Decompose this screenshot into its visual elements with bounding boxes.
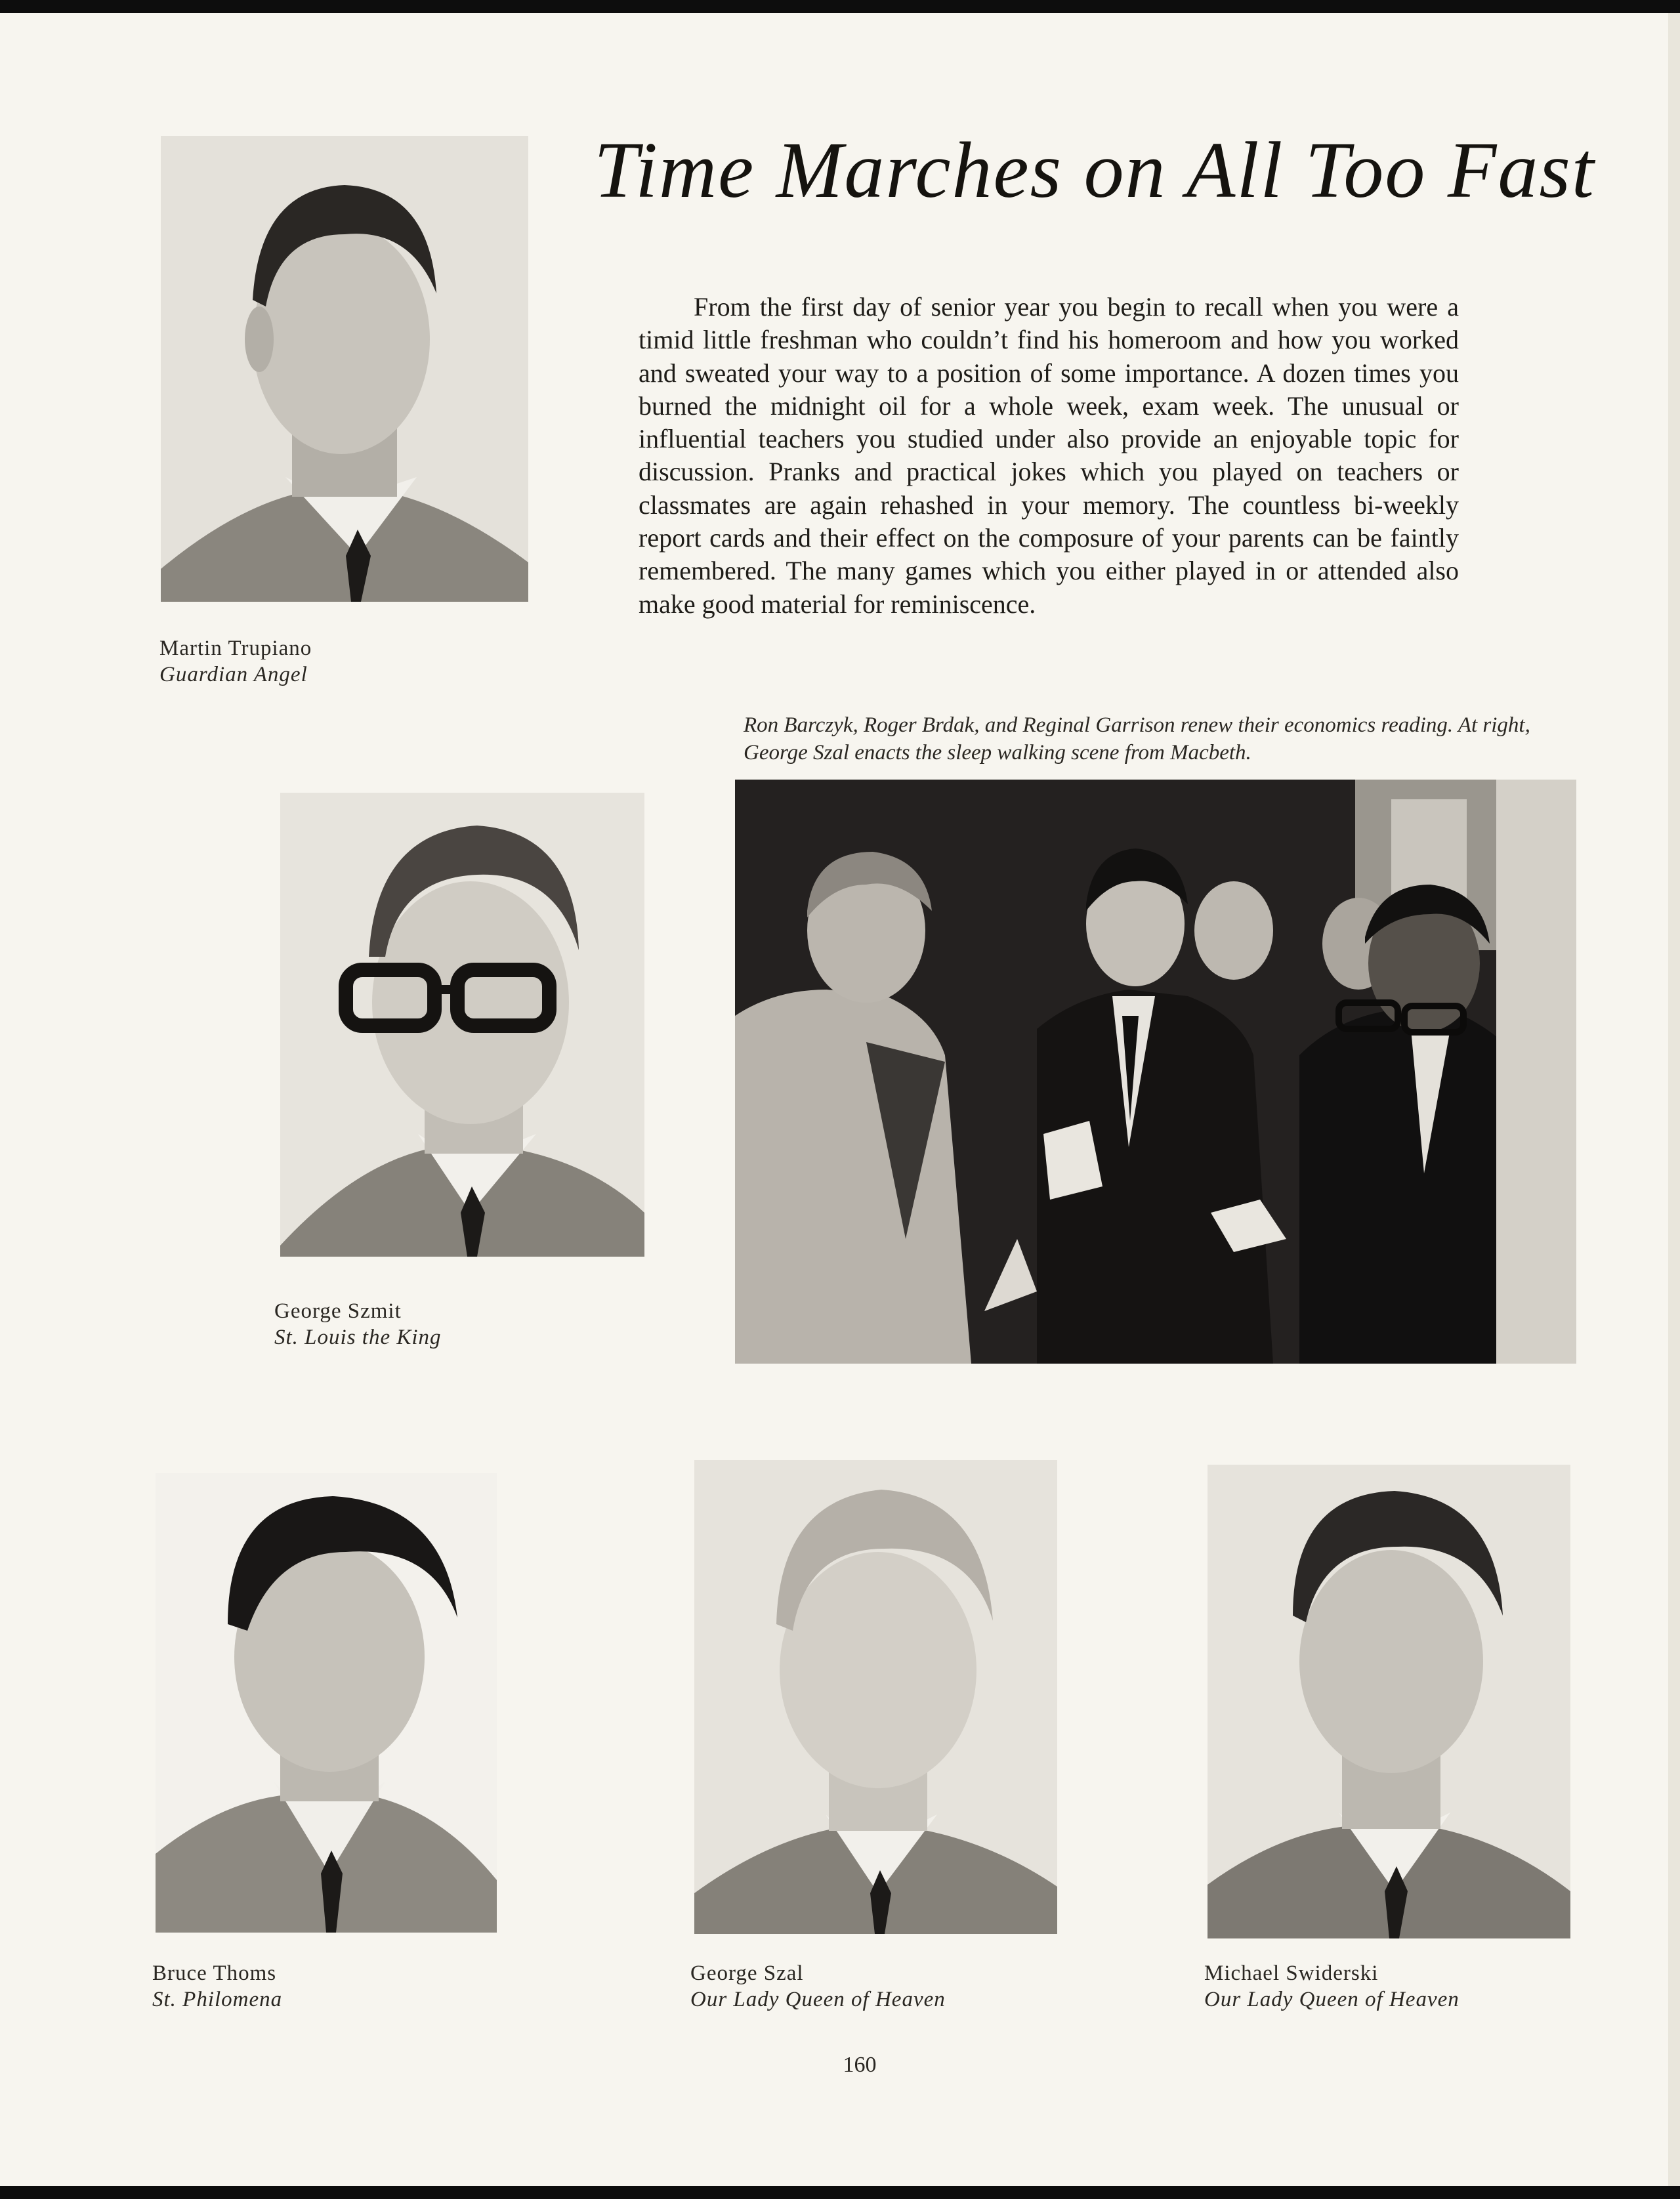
- portrait-caption-george-szal: [690, 1960, 946, 2013]
- portrait-caption-george-szmit: [274, 1298, 442, 1351]
- intro-paragraph: From the first day of senior year you begin to recall when you were a timid little freshman who couldn’t find his homeroom and how you worked and sweated your way to a position of some importance. A dozen times you burned the midnight oil for a whole week, exam week. The unusual or influential teachers you studied under also provide an enjoyable topic for discussion. Pranks and practical jokes which you played on teachers or classmates are again rehashed in your memory. The countless bi-weekly report cards and their effect on the composure of your parents can be faintly remembered. The many games which you either played in or attended also make good material for reminiscence.: [639, 292, 1459, 619]
- page-title: Time Marches on All Too Fast: [594, 126, 1595, 215]
- page-number: 160: [843, 2053, 877, 2077]
- group-photo-caption: Ron Barczyk, Roger Brdak, and Reginal Garrison renew their economics reading. At right, George Szal enacts the sleep walking scene from Macbeth.: [744, 713, 1530, 764]
- portrait-caption-bruce-thoms: [152, 1960, 282, 2013]
- student-parish: Our Lady Queen of Heaven: [1204, 1988, 1460, 2011]
- portrait-photo-martin-trupiano: [161, 136, 528, 602]
- student-parish: Our Lady Queen of Heaven: [690, 1988, 946, 2011]
- student-parish: St. Louis the King: [274, 1326, 442, 1349]
- student-name: Martin Trupiano: [159, 637, 312, 660]
- portrait-photo-michael-swiderski: [1208, 1465, 1570, 1938]
- portrait-photo-george-szmit: [280, 793, 644, 1257]
- student-parish: St. Philomena: [152, 1988, 283, 2011]
- student-name: George Szmit: [274, 1299, 402, 1323]
- yearbook-page: [0, 13, 1680, 2186]
- portrait-photo-george-szal: [694, 1460, 1057, 1934]
- portrait-caption-martin-trupiano: [159, 635, 312, 688]
- student-name: George Szal: [690, 1961, 804, 1985]
- student-name: Michael Swiderski: [1204, 1961, 1379, 1985]
- student-parish: Guardian Angel: [159, 663, 308, 686]
- group-photo-students-reading: [735, 780, 1576, 1364]
- portrait-photo-bruce-thoms: [156, 1473, 497, 1933]
- student-name: Bruce Thoms: [152, 1961, 277, 1985]
- portrait-caption-michael-swiderski: [1204, 1960, 1460, 2013]
